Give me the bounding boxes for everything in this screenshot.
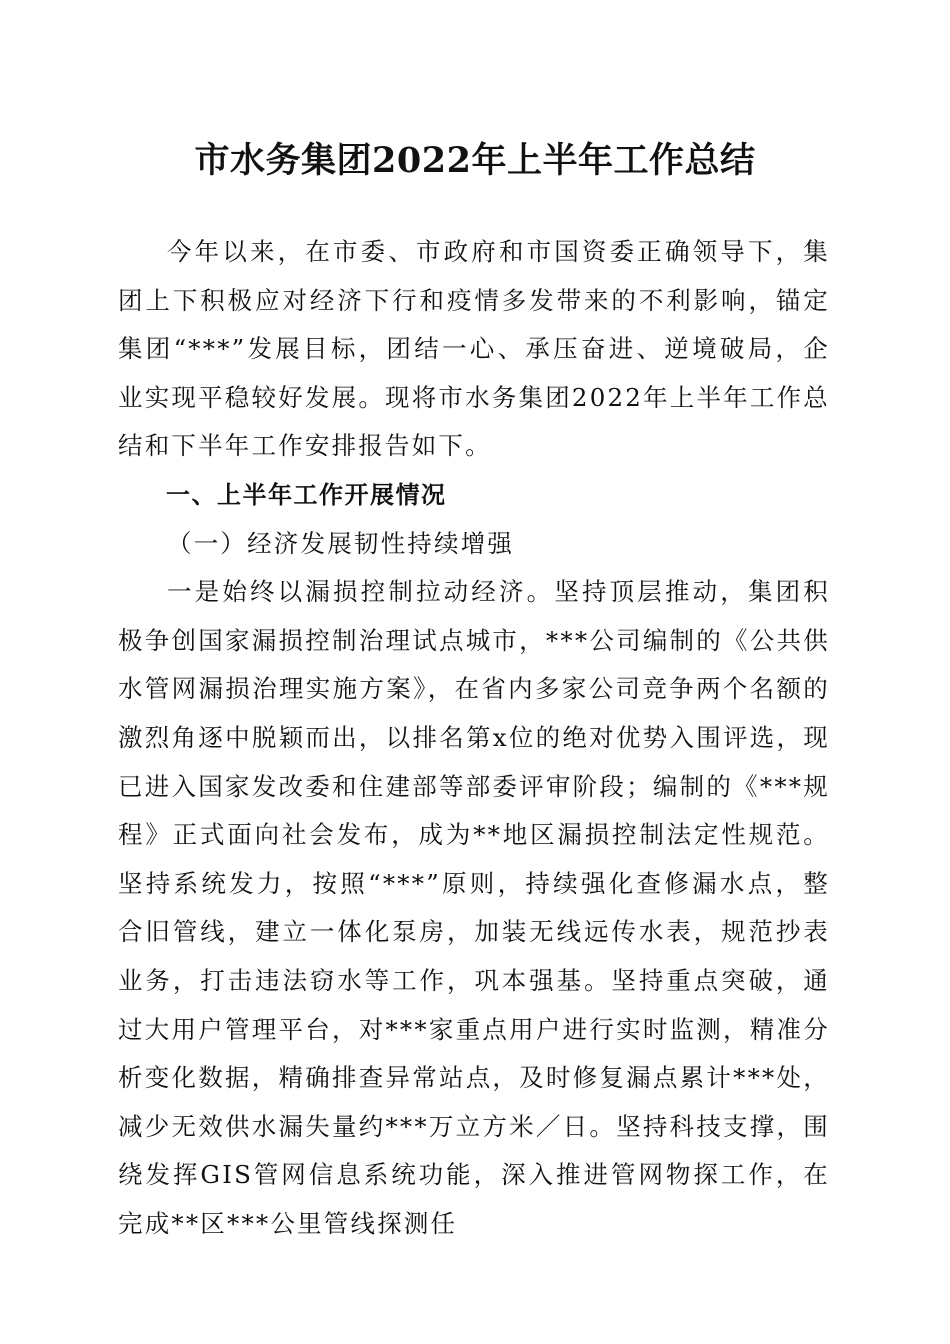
section-heading: 一、上半年工作开展情况 (166, 480, 447, 509)
intro-paragraph: 今年以来，在市委、市政府和市国资委正确领导下，集团上下积极应对经济下行和疫情多发带来的不利影响，锚定集团“***”发展目标，团结一心、承压奋进、逆境破局，企业实现平稳较好发展。现将市水务集团2022年上半年工作总结和下半年工作安排报告如下。 (118, 237, 830, 461)
paragraph-lead: 一是始终以漏损控制拉动经济。 (167, 577, 555, 607)
body-paragraph (118, 568, 830, 1248)
document-title: 市水务集团2022年上半年工作总结 (194, 140, 756, 181)
paragraph-body: 坚持顶层推动，集团积极争创国家漏损控制治理试点城市，***公司编制的《公共供水管网漏损治理实施方案》，在省内多家公司竞争两个名额的激烈角逐中脱颖而出，以排名第x位的绝对优势入围评选，现已进入国家发改委和住建部等部委评审阶段；编制的《***规程》正式面向社会发布，成为**地区漏损控制法定性规范。坚持系统发力，按照“***”原则，持续强化查修漏水点，整合旧管线，建立一体化泵房，加装无线远传水表，规范抄表业务，打击违法窃水等工作，巩本强基。坚持重点突破，通过大用户管理平台，对***家重点用户进行实时监测，精准分析变化数据，精确排查异常站点，及时修复漏点累计***处，减少无效供水漏失量约***万立方米／日。坚持科技支撑，围绕发挥GIS管网信息系统功能，深入推进管网物探工作，在完成**区***公里管线探测任 (118, 577, 830, 1238)
subsection-heading: （一）经济发展韧性持续增强 (167, 528, 515, 558)
document-body (118, 228, 830, 1248)
